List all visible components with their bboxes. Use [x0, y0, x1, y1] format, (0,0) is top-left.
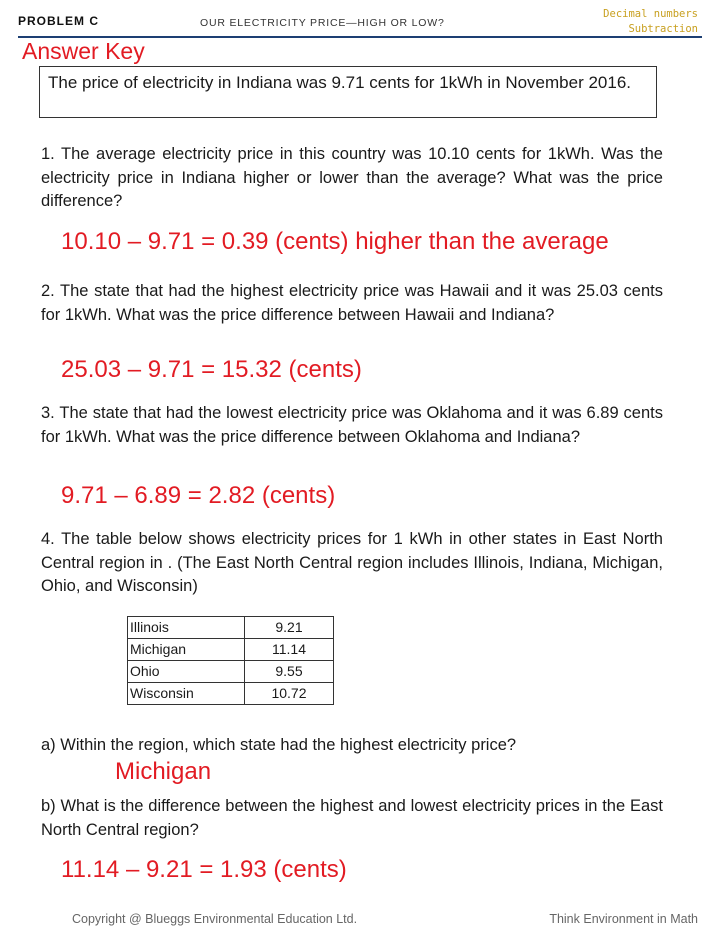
- question-3: 3. The state that had the lowest electricity price was Oklahoma and it was 6.89 cents for 1kWh. What was the price difference between Oklahoma and Indiana?: [41, 404, 663, 446]
- answer-3: 9.71 – 6.89 = 2.82 (cents): [61, 482, 336, 509]
- problem-label: PROBLEM C: [18, 14, 99, 28]
- footer-copyright: Copyright @ Blueggs Environmental Education Ltd.: [72, 912, 358, 926]
- topic-tag-decimal: Decimal numbers: [603, 8, 698, 20]
- answer-b: 11.14 – 9.21 = 1.93 (cents): [61, 856, 347, 883]
- answer-1: 10.10 – 9.71 = 0.39 (cents) higher than the average: [61, 228, 609, 255]
- price-cell: 11.14: [245, 639, 334, 661]
- price-cell: 9.21: [245, 617, 334, 639]
- answer-key-label: Answer Key: [22, 38, 145, 64]
- topic-tag-subtraction: Subtraction: [628, 23, 698, 35]
- footer-slogan: Think Environment in Math: [549, 912, 698, 926]
- state-cell: Wisconsin: [128, 683, 245, 705]
- intro-box: The price of electricity in Indiana was 9.71 cents for 1kWh in November 2016.: [39, 66, 657, 118]
- table-row: [128, 683, 334, 705]
- price-cell: 9.55: [245, 661, 334, 683]
- question-2: 2. The state that had the highest electricity price was Hawaii and it was 25.03 cents for 1kWh. What was the price difference between Hawaii and Indiana?: [41, 282, 663, 324]
- state-cell: Ohio: [128, 661, 245, 683]
- worksheet-title: OUR ELECTRICITY PRICE—HIGH OR LOW?: [200, 17, 445, 29]
- question-4: 4. The table below shows electricity prices for 1 kWh in other states in East North Central region in . (The East North Central region includes Illinois, Indiana, Michigan, Ohio, and Wisconsin): [41, 530, 663, 595]
- sub-question-b: b) What is the difference between the highest and lowest electricity prices in the East North Central region?: [41, 797, 663, 839]
- state-cell: Michigan: [128, 639, 245, 661]
- sub-question-a: a) Within the region, which state had the highest electricity price?: [41, 736, 517, 754]
- table-row: [128, 661, 334, 683]
- answer-a: Michigan: [115, 758, 212, 785]
- question-1: 1. The average electricity price in this country was 10.10 cents for 1kWh. Was the electricity price in Indiana higher or lower than the average? What was the price difference?: [41, 145, 663, 210]
- price-cell: 10.72: [245, 683, 334, 705]
- price-table: [127, 616, 334, 705]
- table-row: [128, 639, 334, 661]
- answer-2: 25.03 – 9.71 = 15.32 (cents): [61, 356, 362, 383]
- state-cell: Illinois: [128, 617, 245, 639]
- table-row: [128, 617, 334, 639]
